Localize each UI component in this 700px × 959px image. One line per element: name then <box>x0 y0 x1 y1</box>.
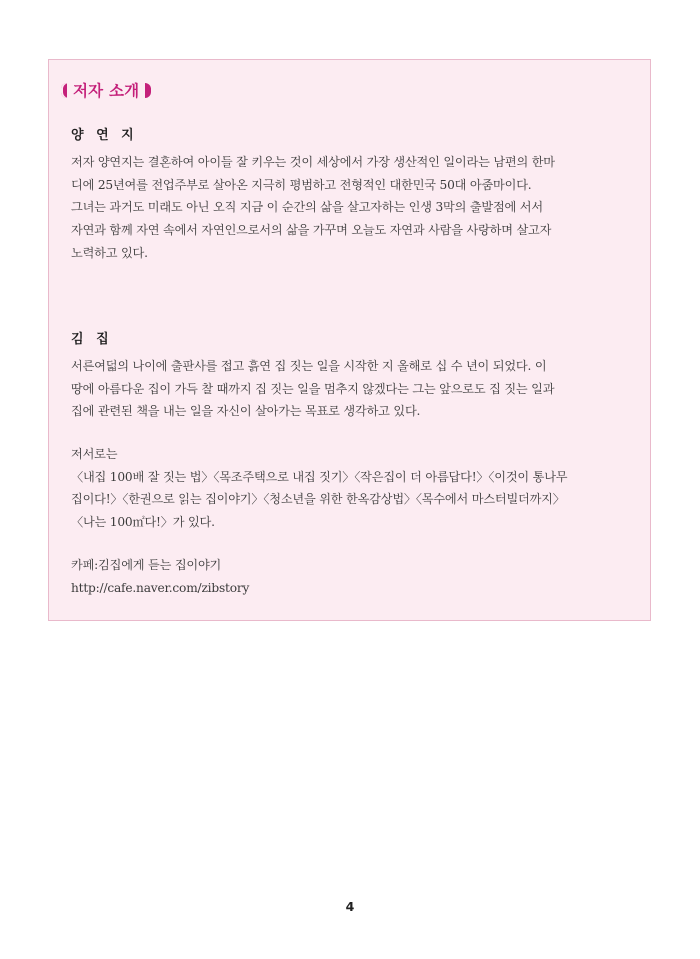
works-line: 집이다!〉〈한권으로 읽는 집이야기〉〈청소년을 위한 한옥감상법〉〈목수에서 마스터빌더까지〉 <box>71 492 565 507</box>
works-list <box>71 443 637 534</box>
bio-line: 디에 25년여를 전업주부로 살아온 지극히 평범하고 전형적인 대한민국 50대 아줌마이다. <box>71 177 532 192</box>
author-name: 김 집 <box>71 332 109 347</box>
section-heading <box>61 78 151 102</box>
works-intro: 저서로는 <box>71 447 118 461</box>
cafe-label: 카페:김집에게 듣는 집이야기 <box>71 558 222 572</box>
bio-line: 노력하고 있다. <box>71 245 148 260</box>
author-bio <box>71 355 637 423</box>
page-number: 4 <box>345 899 355 914</box>
cafe-info <box>71 554 637 599</box>
section-title: 저자 소개 <box>73 82 140 100</box>
works-line: 〈내집 100배 잘 짓는 법〉〈목조주택으로 내집 짓기〉〈작은집이 더 아름답다!〉〈이것이 통나무 <box>71 469 568 484</box>
bio-line: 서른여덟의 나이에 출판사를 접고 흙연 집 짓는 일을 시작한 지 올해로 십 수 년이 되었다. 이 <box>71 359 547 373</box>
author-intro-box <box>48 59 651 621</box>
bio-line: 자연과 함께 자연 속에서 자연인으로서의 삶을 가꾸며 오늘도 자연과 사람을 사랑하며 살고자 <box>71 223 552 238</box>
cafe-url[interactable]: http://cafe.naver.com/zibstory <box>71 580 250 595</box>
author-name: 양 연 지 <box>71 128 134 143</box>
right-bracket-icon <box>145 83 151 98</box>
works-line: 〈나는 100㎡다!〉가 있다. <box>71 515 215 530</box>
left-bracket-icon <box>61 83 67 98</box>
bio-line: 저자 양연지는 결혼하여 아이들 잘 키우는 것이 세상에서 가장 생산적인 일이라는 남편의 한마 <box>71 155 555 169</box>
bio-line: 집에 관련된 책을 내는 일을 자신이 살아가는 목표로 생각하고 있다. <box>71 404 421 419</box>
bio-line: 땅에 아름다운 집이 가득 찰 때까지 집 짓는 일을 멈추지 않겠다는 그는 앞으로도 집 짓는 일과 <box>71 381 555 396</box>
author-bio <box>71 151 637 265</box>
bio-line: 그녀는 과거도 미래도 아닌 오직 지금 이 순간의 삶을 살고자하는 인생 3막의 출발점에 서서 <box>71 200 543 215</box>
